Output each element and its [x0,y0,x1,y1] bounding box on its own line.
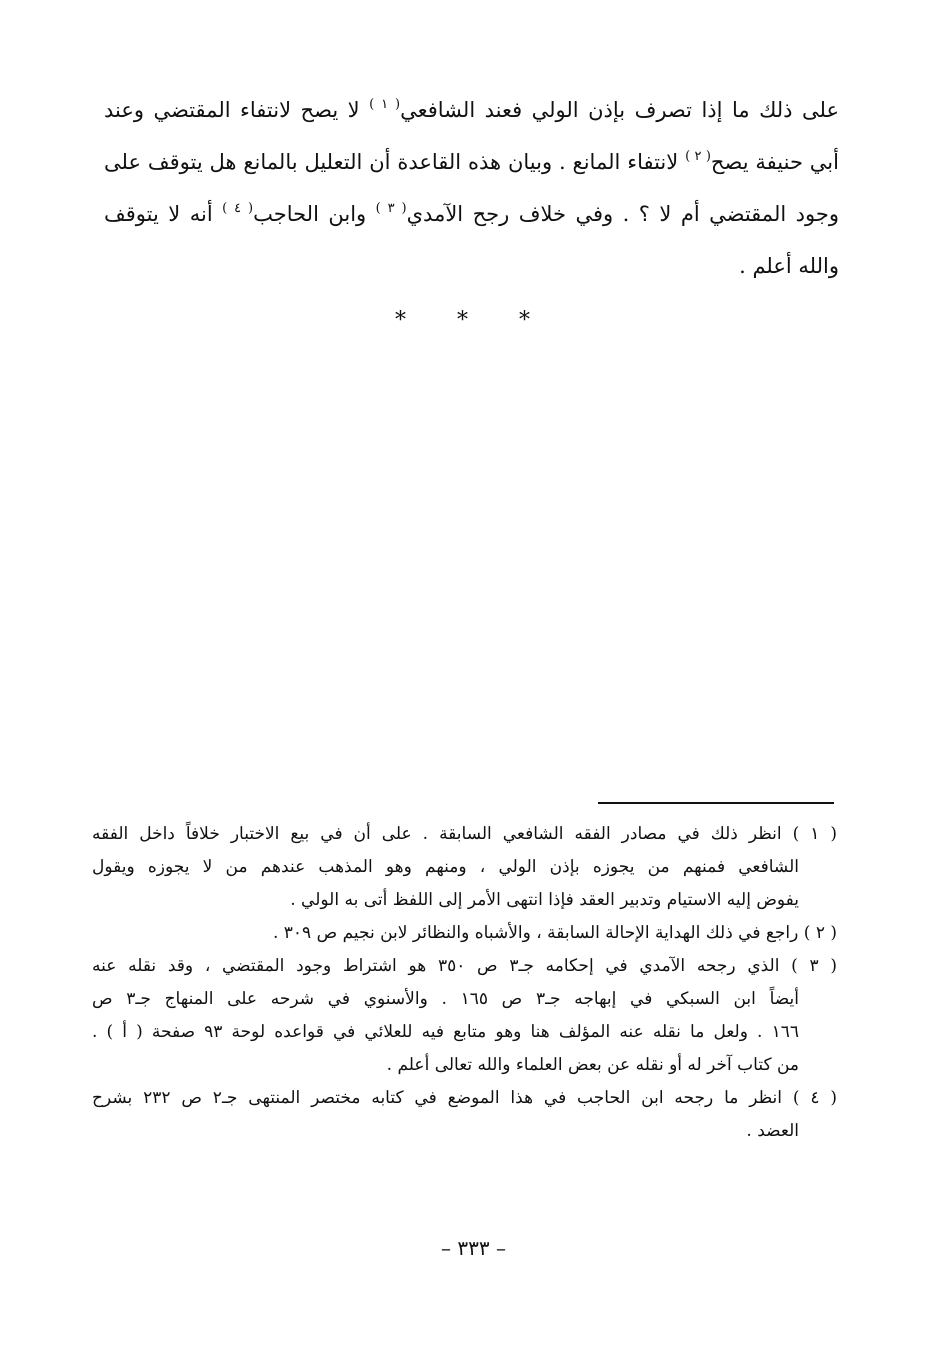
footnote-ref-2[interactable]: ( ٢ ) [685,149,711,164]
main-text-block [104,84,839,292]
footnote-2 [92,917,837,950]
main-text-line [104,188,839,240]
footnote-line: أيضاً ابن السبكي في إبهاجه جـ٣ ص ١٦٥ . والأسنوي في شرحه على المنهاج جـ٣ ص [92,989,799,1009]
footnote-line: ١٦٦ . ولعل ما نقله عنه المؤلف هنا وهو متابع فيه للعلائي في قواعده لوحة ٩٣ صفحة ( أ ) . [92,1022,799,1042]
footnote-line: ( ١ ) انظر ذلك في مصادر الفقه الشافعي السابقة . على أن في بيع الاختبار خلافاً داخل الفقه [92,824,837,844]
footnote-ref-3[interactable]: ( ٣ ) [375,201,407,216]
footnote-line: العضد . [746,1121,799,1141]
page-number: – ٣٣٣ – [441,1236,506,1260]
footnote-1 [92,818,837,917]
main-text-line [104,136,839,188]
main-text-line: والله أعلم . [739,254,839,278]
footnote-line: ( ٢ ) راجع في ذلك الهداية الإحالة السابقة ، والأشباه والنظائر لابن نجيم ص ٣٠٩ . [272,923,837,943]
footnotes-block [92,818,837,1148]
footnote-line: يفوض إليه الاستيام وتدبير العقد فإذا انتهى الأمر إلى اللفظ أتى به الولي . [290,890,799,910]
footnote-line: من كتاب آخر له أو نقله عن بعض العلماء والله تعالى أعلم . [386,1055,799,1075]
text-segment: على ذلك ما إذا تصرف بإذن الولي فعند الشافعي [400,98,839,122]
footnote-divider [598,802,834,804]
footnote-line: الشافعي فمنهم من يجوزه بإذن الولي ، ومنهم وهو المذهب عندهم من لا يجوزه ويقول [92,857,799,877]
text-segment: لانتفاء المانع . وبيان هذه القاعدة أن التعليل بالمانع هل يتوقف على [104,150,686,174]
text-segment: وجود المقتضي أم لا ؟ . وفي خلاف رجح الآمدي [406,202,839,226]
text-segment: لا يصح لانتفاء المقتضي وعند [104,98,370,122]
text-segment: أبي حنيفة يصح [710,150,839,174]
footnote-ref-1[interactable]: ( ١ ) [369,97,401,112]
footnote-3 [92,950,837,1082]
footnote-line: ( ٣ ) الذي رجحه الآمدي في إحكامه جـ٣ ص ٣٥٠ هو اشتراط وجود المقتضي ، وقد نقله عنه [92,956,837,976]
main-text-line [104,84,839,136]
text-segment: أنه لا يتوقف [104,202,223,226]
section-separator: * * * [395,308,552,333]
text-segment: وابن الحاجب [253,202,376,226]
footnote-4 [92,1082,837,1148]
footnote-line: ( ٤ ) انظر ما رجحه ابن الحاجب في هذا الموضع في كتابه مختصر المنتهى جـ٢ ص ٢٣٢ بشرح [92,1088,837,1108]
footnote-ref-4[interactable]: ( ٤ ) [222,201,254,216]
